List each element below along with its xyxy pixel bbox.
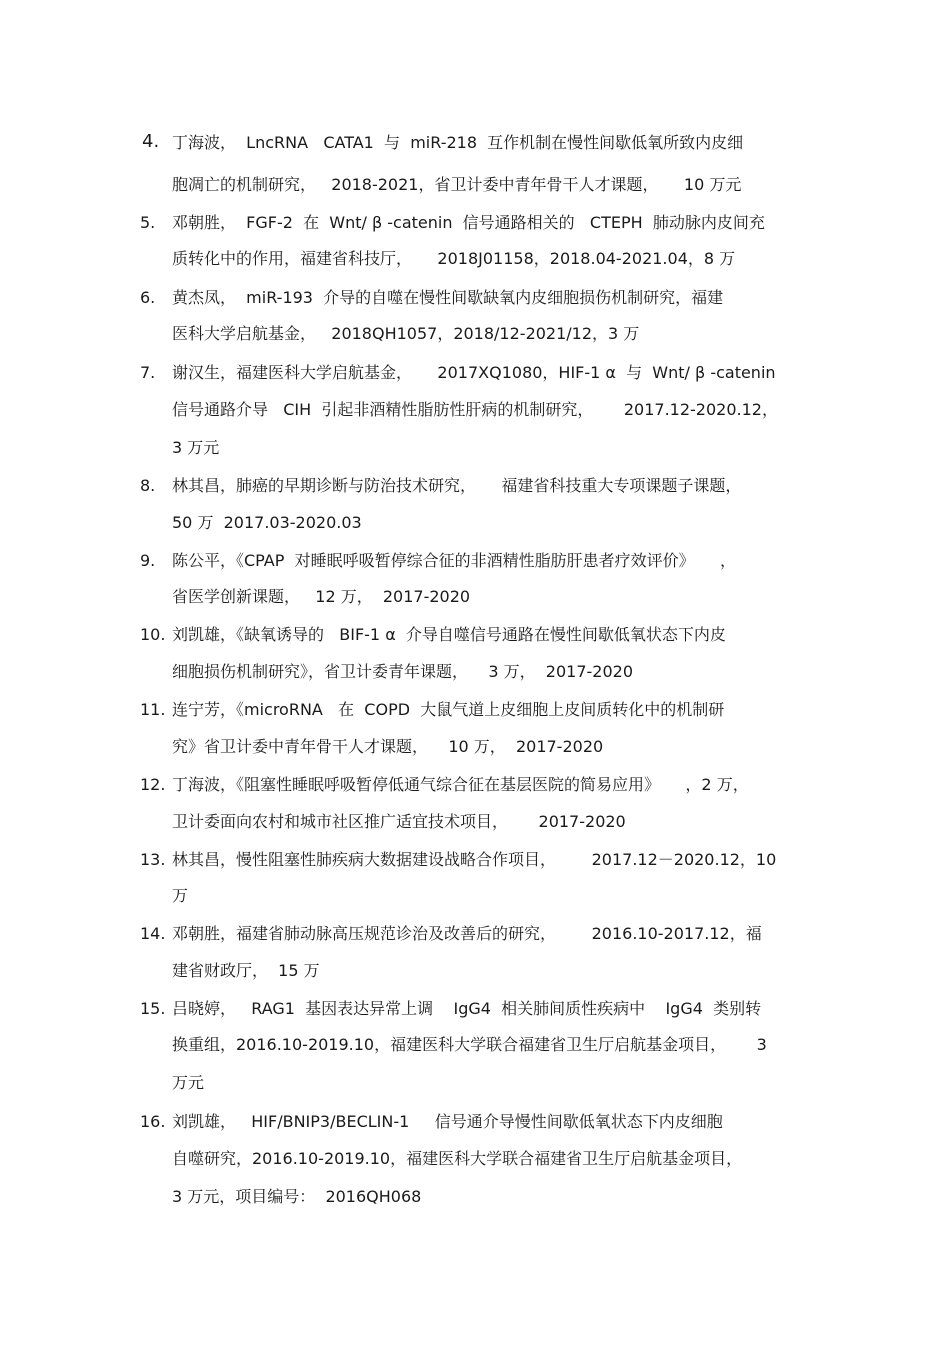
- item-text-line: 邓朝胜， FGF-2 在 Wnt/ β -catenin 信号通路相关的 CTEPH 肺动脉内皮间充: [172, 213, 765, 232]
- item-text-line: 胞凋亡的机制研究， 2018-2021，省卫计委中青年骨干人才课题， 10 万元: [172, 175, 742, 194]
- item-text-line: 卫计委面向农村和城市社区推广适宜技术项目， 2017-2020: [172, 812, 626, 831]
- item-text-line: 邓朝胜，福建省肺动脉高压规范诊治及改善后的研究， 2016.10-2017.12，福: [172, 924, 762, 943]
- item-number: 16.: [140, 1112, 166, 1131]
- item-number: 9.: [140, 551, 156, 570]
- item-number: 8.: [140, 476, 156, 495]
- item-number: 7.: [140, 363, 156, 382]
- item-number: 4.: [142, 131, 160, 152]
- item-number: 11.: [140, 700, 166, 719]
- item-text-line: 陈公平，《CPAP 对睡眠呼吸暂停综合征的非酒精性脂肪肝患者疗效评价》 ，: [172, 551, 736, 570]
- item-text-line: 吕晓婷， RAG1 基因表达异常上调 IgG4 相关肺间质性疾病中 IgG4 类别转: [172, 999, 762, 1018]
- item-text-line: 3 万元: [172, 438, 220, 457]
- item-number: 10.: [140, 625, 166, 644]
- item-text-line: 信号通路介导 CIH 引起非酒精性脂肪性肝病的机制研究， 2017.12-2020.12，: [172, 400, 778, 419]
- item-text-line: 究》省卫计委中青年骨干人才课题， 10 万， 2017-2020: [172, 737, 604, 756]
- item-text-line: 细胞损伤机制研究》，省卫计委青年课题， 3 万， 2017-2020: [172, 662, 633, 681]
- item-text-line: 林其昌，慢性阻塞性肺疾病大数据建设战略合作项目， 2017.12－2020.12，10: [172, 850, 777, 869]
- item-number: 13.: [140, 850, 166, 869]
- item-text-line: 万元: [172, 1073, 205, 1092]
- item-text-line: 换重组，2016.10-2019.10，福建医科大学联合福建省卫生厅启航基金项目， 3: [172, 1035, 767, 1054]
- item-text-line: 刘凯雄，《缺氧诱导的 BIF-1 α 介导自噬信号通路在慢性间歇低氧状态下内皮: [172, 625, 726, 644]
- item-text-line: 刘凯雄， HIF/BNIP3/BECLIN-1 信号通介导慢性间歇低氧状态下内皮细胞: [172, 1112, 723, 1131]
- item-text-line: 黄杰凤， miR-193 介导的自噬在慢性间歇缺氧内皮细胞损伤机制研究，福建: [172, 288, 724, 307]
- item-text-line: 50 万 2017.03-2020.03: [172, 513, 362, 532]
- item-text-line: 连宁芳，《microRNA 在 COPD 大鼠气道上皮细胞上皮间质转化中的机制研: [172, 700, 725, 719]
- item-text-line: 丁海波，《阻塞性睡眠呼吸暂停低通气综合征在基层医院的简易应用》 ，2 万，: [172, 775, 749, 794]
- item-text-line: 建省财政厅， 15 万: [172, 961, 320, 980]
- item-text-line: 省医学创新课题， 12 万， 2017-2020: [172, 587, 471, 606]
- item-text-line: 医科大学启航基金， 2018QH1057，2018/12-2021/12，3 万: [172, 324, 640, 343]
- item-text-line: 自噬研究，2016.10-2019.10，福建医科大学联合福建省卫生厅启航基金项目，: [172, 1149, 743, 1168]
- item-number: 12.: [140, 775, 166, 794]
- item-text-line: 万: [172, 886, 189, 905]
- item-text-line: 质转化中的作用，福建省科技厅， 2018J01158，2018.04-2021.04，8 万: [172, 249, 736, 268]
- item-number: 15.: [140, 999, 166, 1018]
- item-text-line: 林其昌，肺癌的早期诊断与防治技术研究， 福建省科技重大专项课题子课题，: [172, 476, 742, 495]
- item-number: 14.: [140, 924, 166, 943]
- item-number: 6.: [140, 288, 156, 307]
- item-text-line: 谢汉生，福建医科大学启航基金， 2017XQ1080，HIF-1 α 与 Wnt/ β -catenin: [172, 363, 776, 382]
- item-text-line: 3 万元，项目编号： 2016QH068: [172, 1187, 422, 1206]
- item-number: 5.: [140, 213, 156, 232]
- item-text-line: 丁海波， LncRNA CATA1 与 miR-218 互作机制在慢性间歇低氧所致内皮细: [172, 133, 744, 152]
